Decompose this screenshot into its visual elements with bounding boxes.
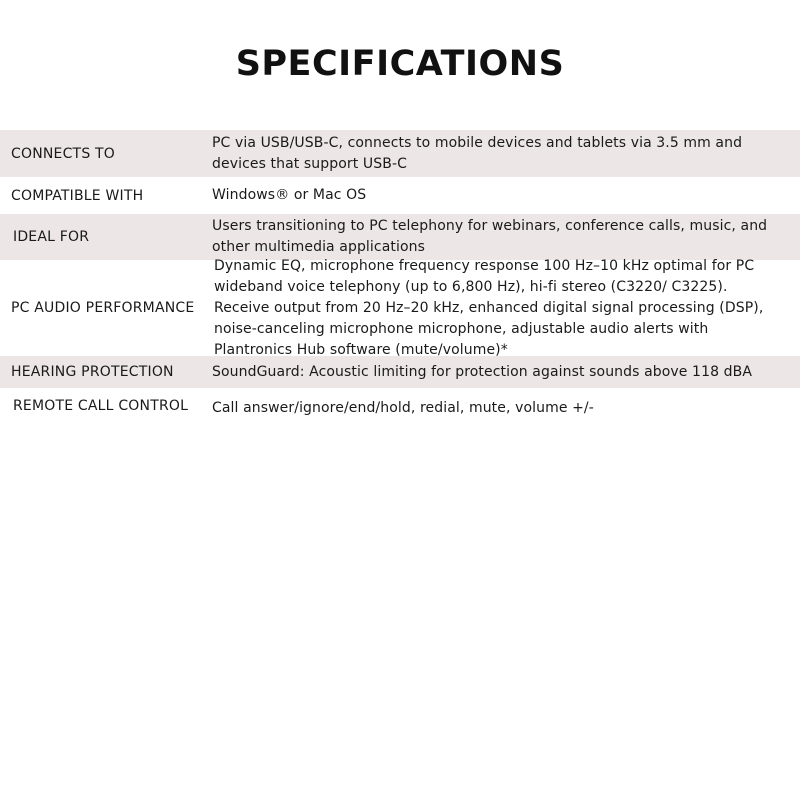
spec-row-connects-to xyxy=(0,130,800,177)
spec-value: SoundGuard: Acoustic limiting for protection against sounds above 118 dBA xyxy=(212,363,752,380)
spec-value: Dynamic EQ, microphone frequency response 100 Hz–10 kHz optimal for PC wideband voice telephony (up to 6,800 Hz), hi-fi stereo (C3220/ C3225). Receive output from 20 Hz–20 kHz, enhanced digital signal processing (DSP), noise-canceling microphone microphone, adjustable audio alerts with Plantronics Hub software (mute/volume)* xyxy=(214,257,764,358)
specifications-table xyxy=(0,130,800,428)
spec-value: Windows® or Mac OS xyxy=(212,187,367,203)
spec-row-remote-call-control xyxy=(0,388,800,428)
spec-label: IDEAL FOR xyxy=(13,229,90,245)
spec-value: Users transitioning to PC telephony for webinars, conference calls, music, and other multimedia applications xyxy=(212,218,768,255)
spec-label: HEARING PROTECTION xyxy=(11,364,174,380)
page-title: SPECIFICATIONS xyxy=(235,44,565,84)
spec-label: CONNECTS TO xyxy=(11,145,116,162)
spec-row-compatible-with xyxy=(0,177,800,214)
spec-value: Call answer/ignore/end/hold, redial, mute, volume +/- xyxy=(212,400,594,416)
spec-row-pc-audio-performance xyxy=(0,257,800,358)
spec-value: PC via USB/USB-C, connects to mobile devices and tablets via 3.5 mm and devices that support USB-C xyxy=(212,134,743,172)
spec-label: REMOTE CALL CONTROL xyxy=(13,398,189,414)
spec-row-ideal-for xyxy=(0,214,800,260)
spec-label: COMPATIBLE WITH xyxy=(11,187,144,204)
spec-label: PC AUDIO PERFORMANCE xyxy=(11,300,195,316)
spec-row-hearing-protection xyxy=(0,356,800,388)
